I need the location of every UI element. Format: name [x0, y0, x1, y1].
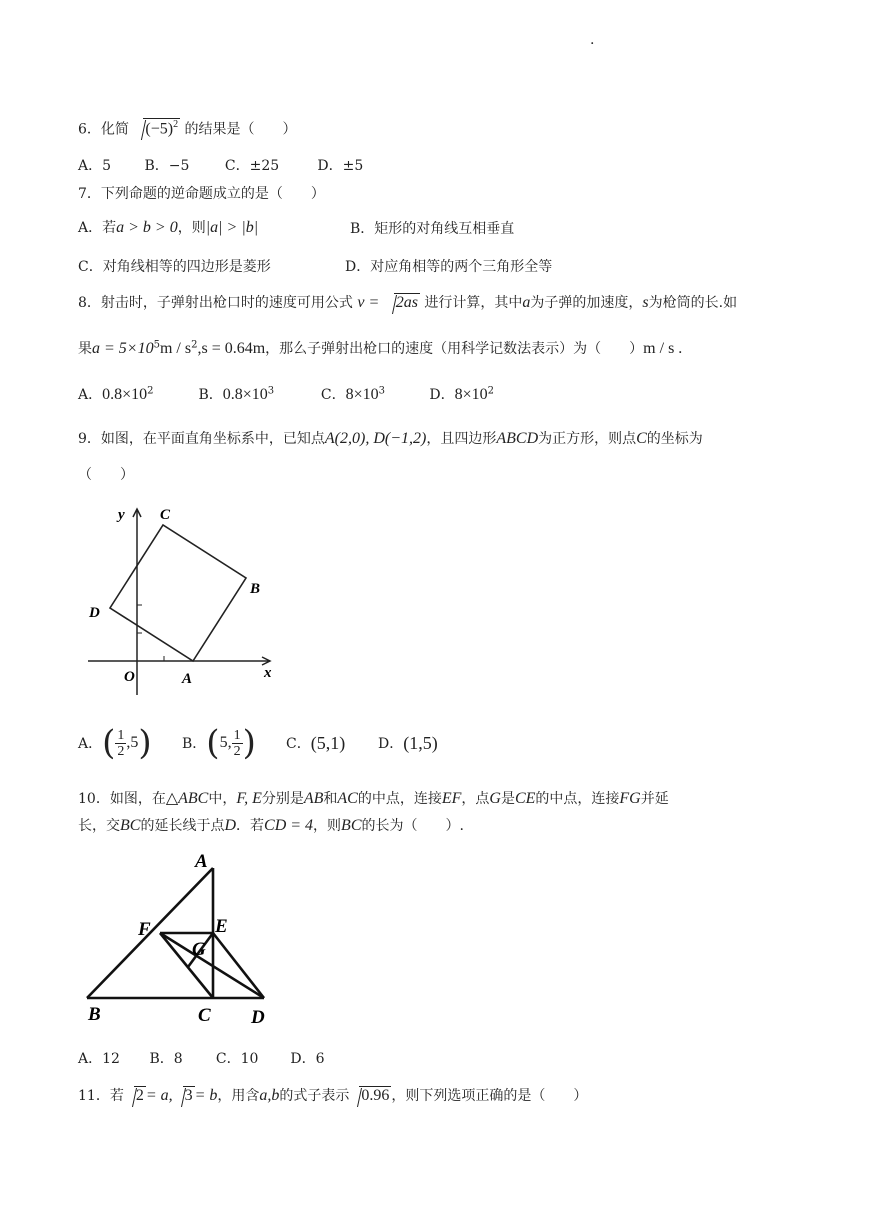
q7-option-b[interactable]: B．矩形的对角线互相垂直: [350, 221, 515, 237]
label-d: D: [89, 605, 100, 621]
q10-figure: [80, 845, 280, 1030]
q9-figure: [80, 495, 295, 715]
label-e: E: [215, 916, 228, 937]
q9-option-c[interactable]: C． (5,1): [286, 732, 346, 753]
label-x: x: [264, 665, 272, 681]
q10-option-a[interactable]: A．12: [78, 1051, 120, 1067]
label-f: F: [138, 919, 151, 940]
q6-option-d[interactable]: D．±5: [317, 158, 364, 174]
q6-options: [78, 155, 363, 175]
q6-option-c[interactable]: C．±25: [224, 158, 280, 174]
header-dot: .: [590, 32, 595, 48]
q8-line1: 8．射击时，子弹射出枪口时的速度可用公式 v = 2as 进行计算，其中a为子弹的加速度，s为枪筒的长.如: [78, 294, 738, 311]
q10-line1: 10．如图，在△ABC中，F, E分别是AB和AC的中点，连接EF，点G是CE的中点，连接FG并延: [78, 790, 669, 807]
q9-options: [78, 723, 438, 763]
label-b: B: [88, 1004, 101, 1025]
q6-suffix: 的结果是（ ）: [184, 121, 297, 138]
q6-option-a[interactable]: A．5: [78, 158, 112, 174]
q6-prefix: 6．化简: [78, 121, 129, 138]
q8-option-d[interactable]: D．$8\times 10^2$: [429, 385, 494, 403]
label-c: C: [198, 1005, 211, 1026]
q10-options: [78, 1048, 325, 1068]
square-abcd: [110, 525, 246, 661]
label-a: A: [182, 671, 193, 687]
q7-option-a[interactable]: A．若a > b > 0，则|a| > |b|: [78, 219, 259, 236]
q8-option-b[interactable]: B．$0.8\times 10^3$: [198, 385, 275, 403]
q8-sqrt: 2as: [384, 293, 420, 312]
q8-options: [78, 384, 494, 404]
label-o: O: [124, 669, 135, 685]
q9-stem: 9．如图，在平面直角坐标系中，已知点A(2,0), D(−1,2)，且四边形ABCD为正方形，则点C的坐标为: [78, 430, 703, 447]
label-a: A: [195, 851, 208, 872]
q9-option-b[interactable]: B． ( 5, $\frac{1}{2}$ ): [182, 723, 256, 763]
label-g: G: [192, 939, 206, 960]
q9-paren: （ ）: [78, 467, 134, 483]
q6-option-b[interactable]: B．−5: [144, 158, 190, 174]
q8-option-a[interactable]: A．$0.8\times 10^2$: [78, 385, 154, 403]
label-y: y: [118, 507, 125, 523]
q9-option-a[interactable]: A． ( $\frac{1}{2}$ ,5 ): [78, 723, 152, 763]
q10-line2: 长，交BC的延长线于点D．若CD = 4，则BC的长为（ ）.: [78, 817, 464, 834]
q10-option-b[interactable]: B．8: [149, 1051, 183, 1067]
q6-sqrt: $(-5)^2$: [133, 118, 180, 138]
q11-stem: 11．若 2 = a, 3 = b，用含a,b的式子表示 0.96 ，则下列选项正确的是（ ）: [78, 1087, 588, 1104]
q8-option-c[interactable]: C．$8\times 10^3$: [320, 385, 386, 403]
q8-line2: 果$a = 5\times 10^5m / s^2,s = 0.64m$，那么子弹射出枪口的速度（用科学记数法表示）为（ ）m / s .: [78, 339, 683, 357]
q7-option-d[interactable]: D．对应角相等的两个三角形全等: [345, 259, 553, 275]
label-d: D: [251, 1007, 265, 1028]
q6-stem: [78, 118, 297, 138]
q7-stem: 7．下列命题的逆命题成立的是（ ）: [78, 186, 325, 202]
q7-option-c[interactable]: C．对角线相等的四边形是菱形: [78, 259, 271, 275]
label-c: C: [160, 507, 171, 523]
q10-option-c[interactable]: C．10: [215, 1051, 259, 1067]
label-b: B: [250, 581, 261, 597]
q9-option-d[interactable]: D． (1,5): [378, 732, 438, 753]
q10-option-d[interactable]: D．6: [290, 1051, 325, 1067]
